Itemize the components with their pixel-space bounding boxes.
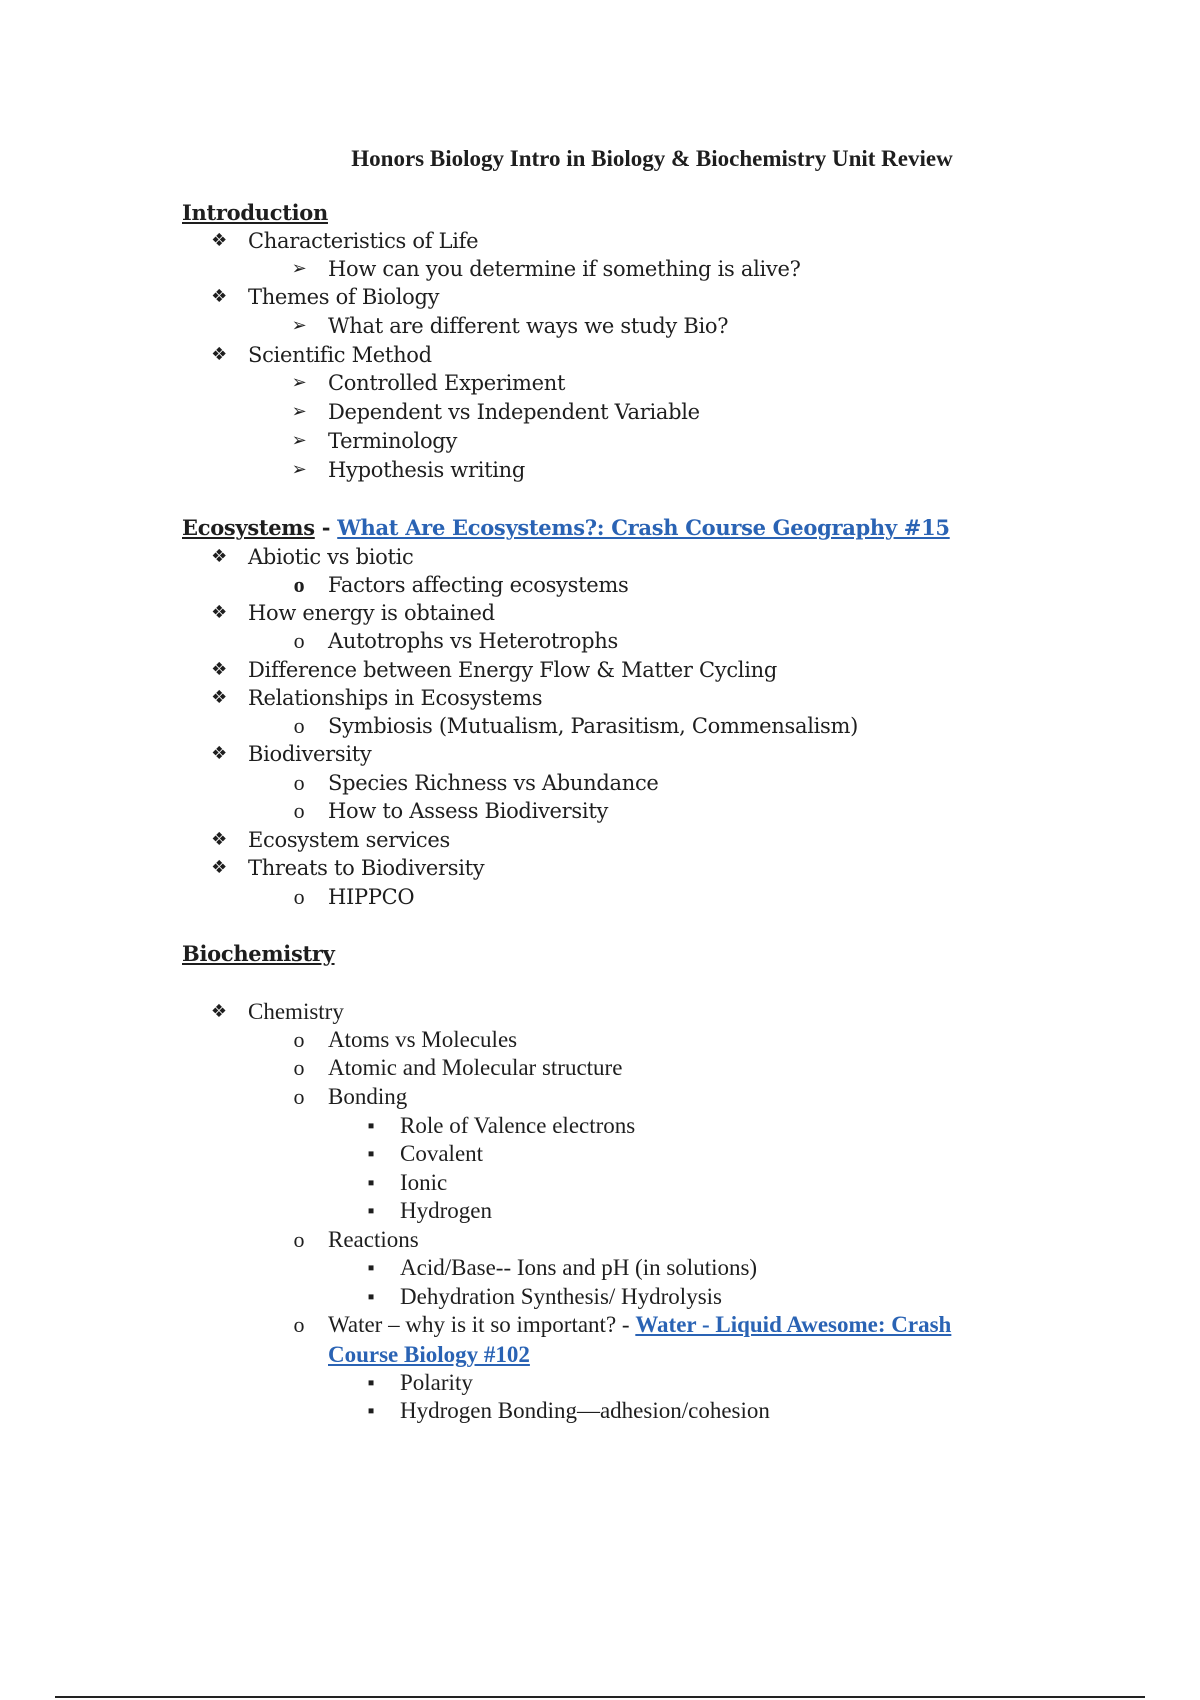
arrow-bullet-icon: ➢ — [291, 430, 307, 451]
section-heading-introduction: Introduction — [182, 200, 328, 225]
dot-bullet-icon: ▪ — [367, 1115, 375, 1137]
water-video-link-continued[interactable]: Course Biology #102 — [328, 1342, 530, 1367]
circle-bullet-icon: o — [293, 1084, 305, 1109]
diamond-bullet-icon: ❖ — [211, 344, 227, 365]
dot-bullet-icon: ▪ — [367, 1143, 375, 1165]
arrow-bullet-icon: ➢ — [291, 372, 307, 393]
diamond-bullet-icon: ❖ — [211, 659, 227, 680]
circle-bullet-icon: o — [293, 572, 305, 597]
diamond-bullet-icon: ❖ — [211, 687, 227, 708]
circle-bullet-icon: o — [293, 628, 305, 653]
diamond-bullet-icon: ❖ — [210, 1001, 228, 1022]
diamond-bullet-icon: ❖ — [211, 230, 227, 251]
section-heading-ecosystems: Ecosystems — [182, 515, 315, 540]
dot-bullet-icon: ▪ — [367, 1400, 375, 1422]
circle-bullet-icon: o — [293, 1227, 305, 1252]
arrow-bullet-icon: ➢ — [291, 315, 307, 336]
footer-rule — [55, 1696, 1145, 1698]
water-video-link[interactable]: Water - Liquid Awesome: Crash — [635, 1312, 952, 1337]
circle-bullet-icon: o — [293, 1055, 305, 1080]
arrow-bullet-icon: ➢ — [291, 258, 307, 279]
diamond-bullet-icon: ❖ — [211, 546, 227, 567]
ecosystems-video-link[interactable]: What Are Ecosystems?: Crash Course Geography #15 — [337, 515, 950, 540]
section-heading-biochemistry: Biochemistry — [182, 941, 335, 966]
dot-bullet-icon: ▪ — [367, 1372, 375, 1394]
dot-bullet-icon: ▪ — [367, 1286, 375, 1308]
page-title: Honors Biology Intro in Biology & Biochemistry Unit Review — [351, 146, 953, 171]
circle-bullet-icon: o — [293, 1312, 305, 1337]
section-heading-ecosystems-row — [182, 514, 950, 542]
dot-bullet-icon: ▪ — [367, 1200, 375, 1222]
diamond-bullet-icon: ❖ — [211, 602, 227, 623]
arrow-bullet-icon: ➢ — [291, 459, 307, 480]
circle-bullet-icon: o — [293, 1027, 305, 1052]
diamond-bullet-icon: ❖ — [211, 829, 227, 850]
heading-separator: - — [314, 515, 338, 540]
diamond-bullet-icon: ❖ — [211, 286, 227, 307]
circle-bullet-icon: o — [293, 798, 305, 823]
circle-bullet-icon: o — [293, 713, 305, 738]
arrow-bullet-icon: ➢ — [291, 401, 307, 422]
dot-bullet-icon: ▪ — [367, 1172, 375, 1194]
diamond-bullet-icon: ❖ — [211, 743, 227, 764]
circle-bullet-icon: o — [293, 770, 305, 795]
diamond-bullet-icon: ❖ — [211, 857, 227, 878]
dot-bullet-icon: ▪ — [367, 1257, 375, 1279]
circle-bullet-icon: o — [293, 884, 305, 909]
